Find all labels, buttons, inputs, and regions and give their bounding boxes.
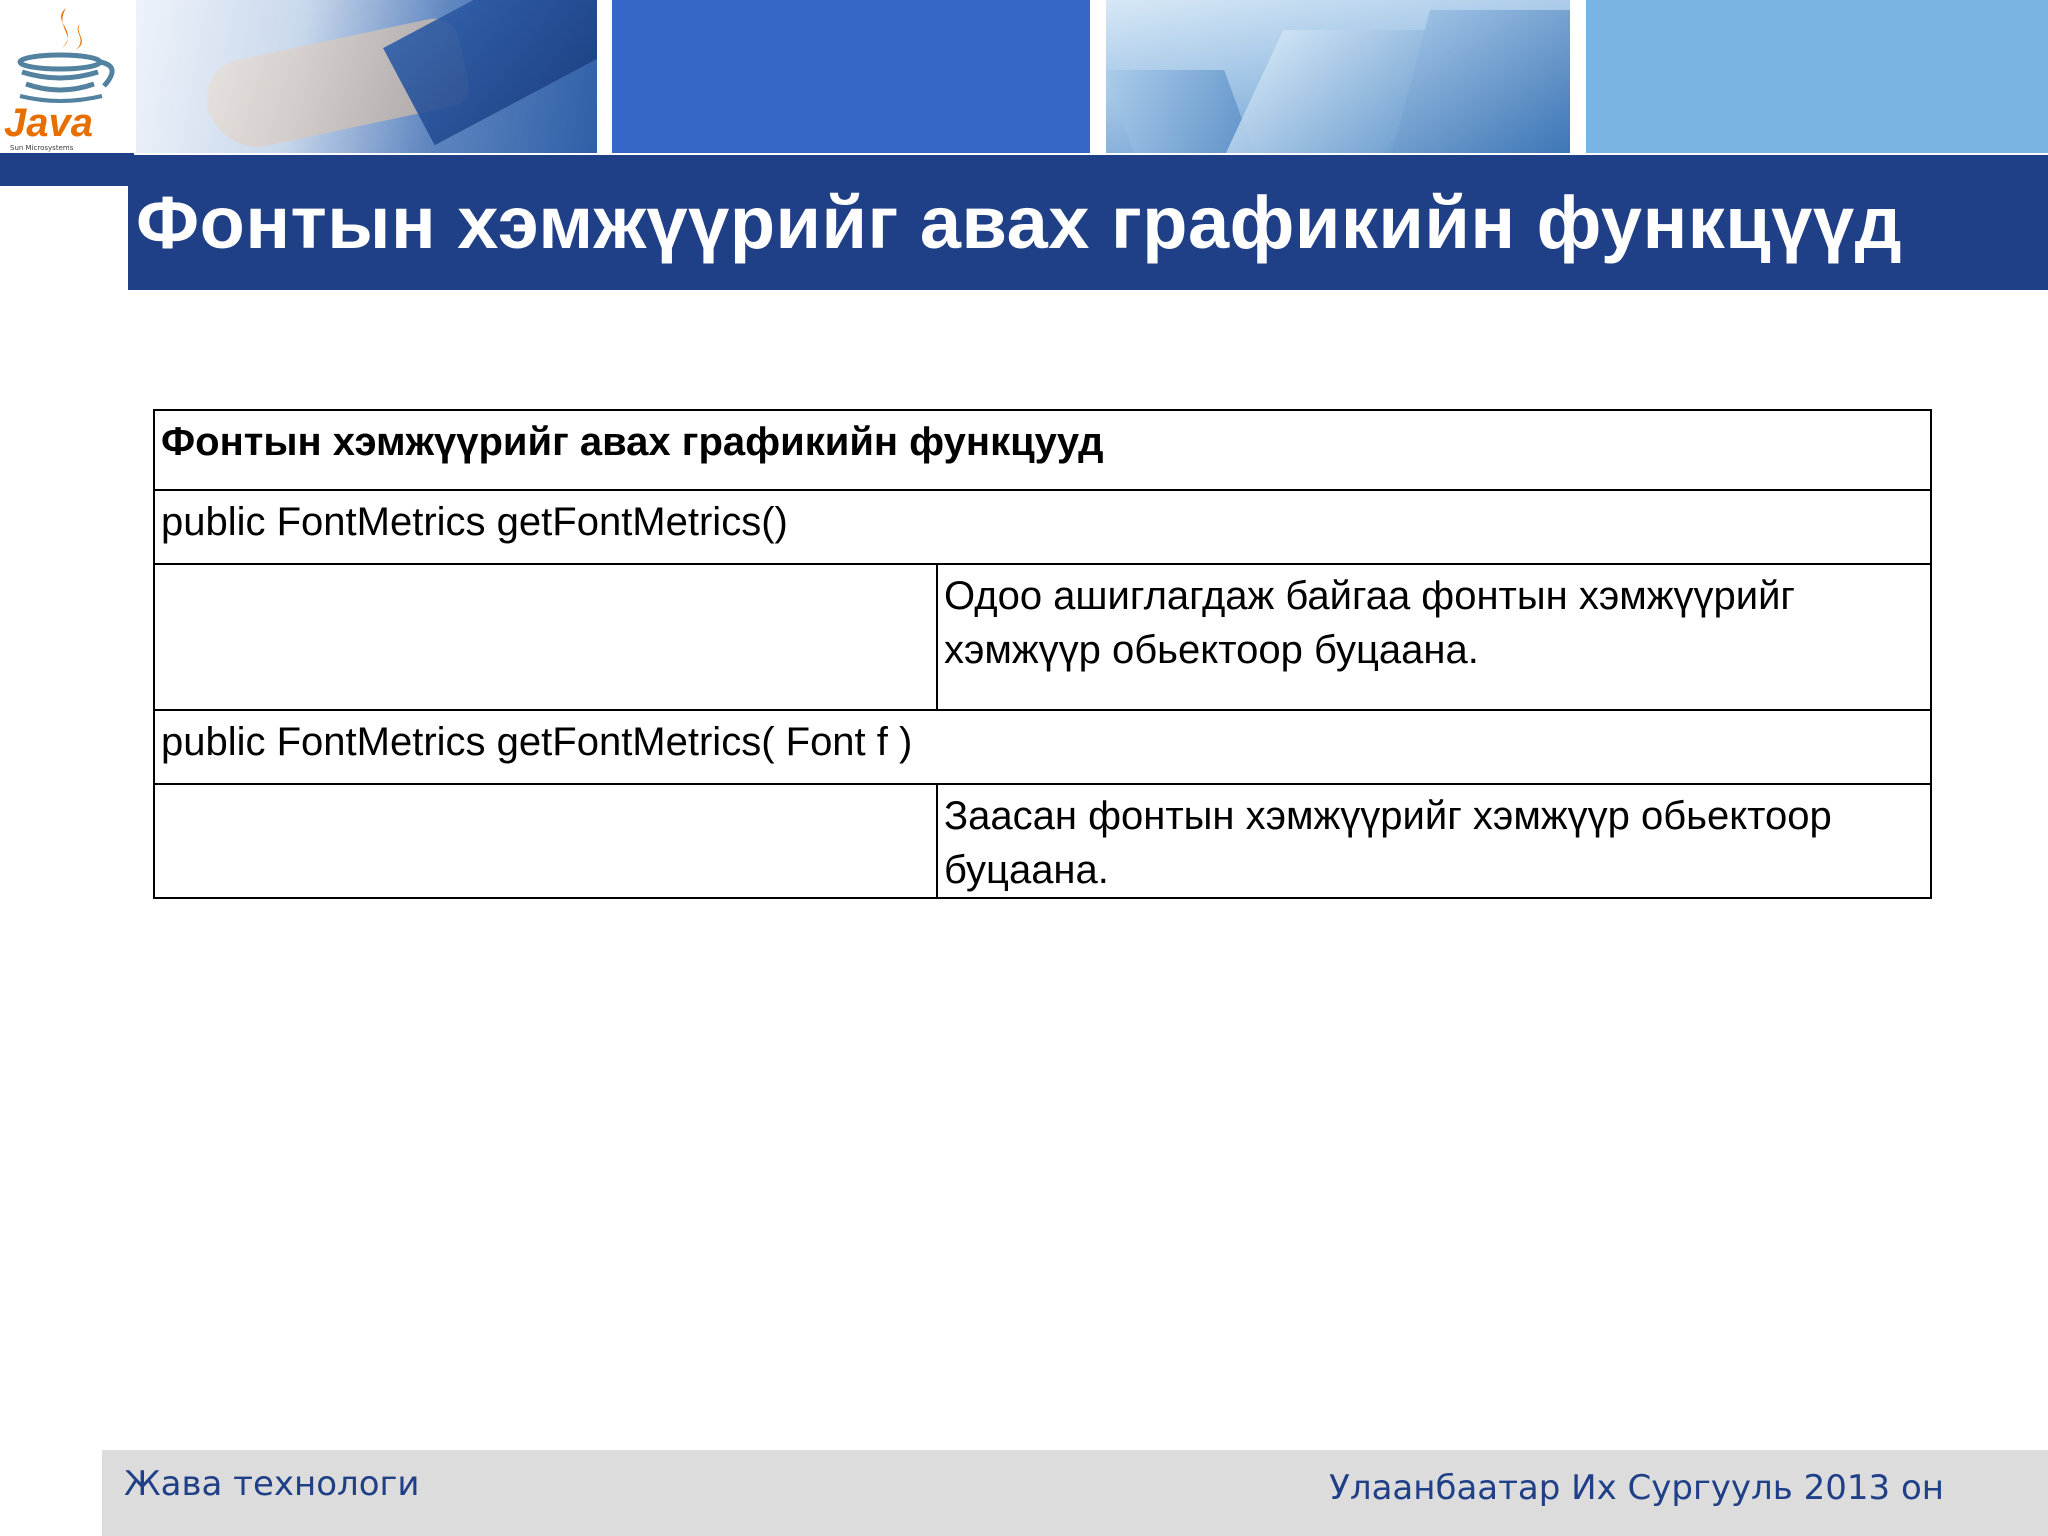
method-description-cell: Заасан фонтын хэмжүүрийг хэмжүүр обьектоор буцаана. [937,784,1931,898]
table-header-row [154,410,1931,490]
header-image-skyscrapers [1106,0,1570,153]
table-header-cell: Фонтын хэмжүүрийг авах графикийн функцууд [154,410,1931,490]
slide-title: Фонтын хэмжүүрийг авах графикийн функцүүд [136,180,1903,264]
java-logo-text: Java [4,101,93,145]
method-description-cell: Одоо ашиглагдаж байгаа фонтын хэмжүүрийг хэмжүүр обьектоор буцаана. [937,564,1931,710]
footer-course-name: Жава технологи [124,1464,420,1504]
header-banner [0,0,2048,153]
footer [102,1450,2048,1536]
header-light-blue-panel [1586,0,2048,153]
header-blue-panel [612,0,1090,153]
empty-cell [154,564,937,710]
empty-cell [154,784,937,898]
method-signature-cell: public FontMetrics getFontMetrics() [154,490,1931,564]
font-metrics-table [153,409,1932,899]
table-row [154,784,1931,898]
table-row [154,564,1931,710]
java-cup-icon [0,0,134,153]
logo-underline-strip [0,153,134,186]
title-bar [128,155,2048,290]
table-row [154,490,1931,564]
table-row [154,710,1931,784]
java-logo-subtext: Sun Microsystems [10,144,74,152]
header-image-hands [136,0,597,153]
footer-institution: Улаанбаатар Их Сургууль 2013 он [1329,1468,1944,1508]
method-signature-cell: public FontMetrics getFontMetrics( Font f ) [154,710,1931,784]
java-logo [0,0,134,153]
